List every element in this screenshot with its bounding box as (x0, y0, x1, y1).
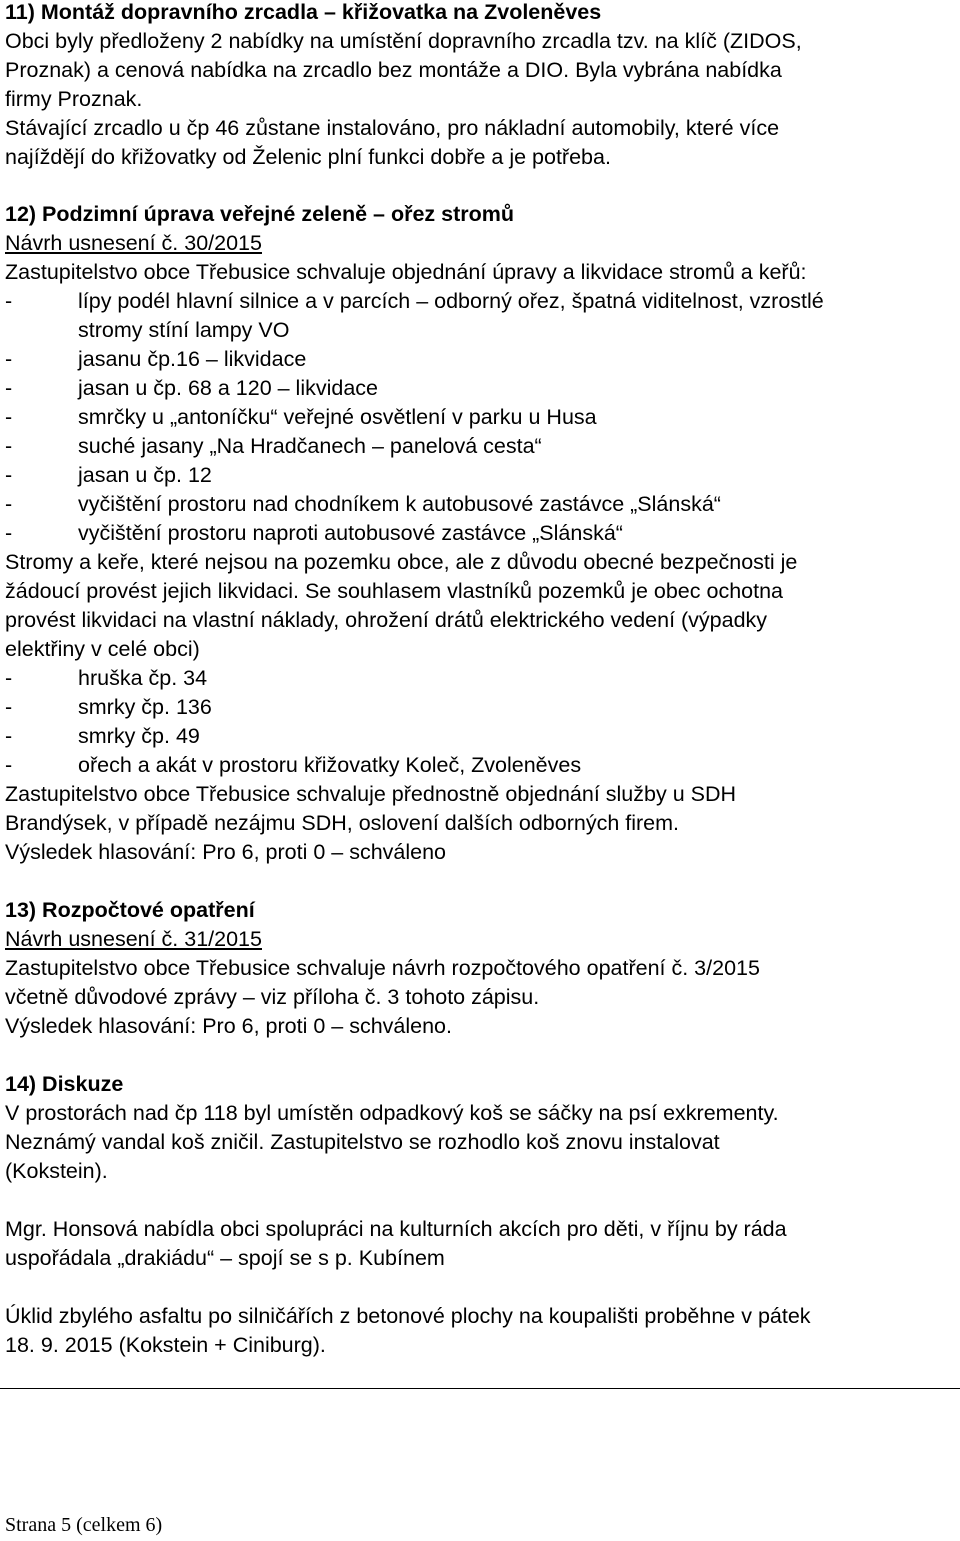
bullet-dash: - (5, 347, 13, 371)
list-item-text: hruška čp. 34 (78, 666, 208, 690)
bullet-dash: - (5, 695, 13, 719)
section-14-line: V prostorách nad čp 118 byl umístěn odpadkový koš se sáčky na psí exkrementy. (5, 1101, 779, 1125)
section-14-line: Úklid zbylého asfaltu po silničářích z betonové plochy na koupališti proběhne v pátek (5, 1304, 811, 1328)
section-12-closing-line: Zastupitelstvo obce Třebusice schvaluje přednostně objednání služby u SDH (5, 782, 737, 806)
section-12-vote-result: Výsledek hlasování: Pro 6, proti 0 – schváleno (5, 840, 447, 864)
section-13-vote-result: Výsledek hlasování: Pro 6, proti 0 – schváleno. (5, 1014, 452, 1038)
list-item-text: stromy stíní lampy VO (78, 318, 290, 342)
section-11-line: Obci byly předloženy 2 nabídky na umístění dopravního zrcadla tzv. na klíč (ZIDOS, (5, 29, 802, 53)
list-item-text: suché jasany „Na Hradčanech – panelová cesta“ (78, 434, 542, 458)
section-12-heading: 12) Podzimní úprava veřejné zeleně – ořez stromů (5, 202, 515, 226)
bullet-dash: - (5, 463, 13, 487)
list-item-text: smrky čp. 49 (78, 724, 200, 748)
bullet-dash: - (5, 434, 13, 458)
section-14-line: 18. 9. 2015 (Kokstein + Ciniburg). (5, 1333, 326, 1357)
section-11-line: Proznak) a cenová nabídka na zrcadlo bez montáže a DIO. Byla vybrána nabídka (5, 58, 782, 82)
section-12-resolution: Návrh usnesení č. 30/2015 (5, 231, 262, 255)
section-12-paragraph-line: Stromy a keře, které nejsou na pozemku obce, ale z důvodu obecné bezpečnosti je (5, 550, 798, 574)
bullet-dash: - (5, 405, 13, 429)
section-13-resolution: Návrh usnesení č. 31/2015 (5, 927, 262, 951)
section-13-line: Zastupitelstvo obce Třebusice schvaluje návrh rozpočtového opatření č. 3/2015 (5, 956, 760, 980)
section-12-paragraph-line: elektřiny v celé obci) (5, 637, 200, 661)
bullet-dash: - (5, 289, 13, 313)
list-item-text: vyčištění prostoru nad chodníkem k autobusové zastávce „Slánská“ (78, 492, 721, 516)
list-item-text: jasan u čp. 68 a 120 – likvidace (78, 376, 379, 400)
section-14-line: (Kokstein). (5, 1159, 108, 1183)
section-11-line: Stávající zrcadlo u čp 46 zůstane instalováno, pro nákladní automobily, které více (5, 116, 780, 140)
section-14-line: uspořádala „drakiádu“ – spojí se s p. Kubínem (5, 1246, 445, 1270)
section-14-line: Mgr. Honsová nabídla obci spolupráci na kulturních akcích pro děti, v říjnu by ráda (5, 1217, 787, 1241)
section-12-closing-line: Brandýsek, v případě nezájmu SDH, oslovení dalších odborných firem. (5, 811, 679, 835)
list-item-text: jasan u čp. 12 (78, 463, 212, 487)
bullet-dash: - (5, 376, 13, 400)
list-item-text: jasanu čp.16 – likvidace (78, 347, 307, 371)
section-11-line: najíždějí do křižovatky od Želenic plní funkci dobře a je potřeba. (5, 145, 611, 169)
bullet-dash: - (5, 666, 13, 690)
bullet-dash: - (5, 492, 13, 516)
page-footer: Strana 5 (celkem 6) (5, 1514, 163, 1536)
section-11-heading: 11) Montáž dopravního zrcadla – křižovatka na Zvoleněves (5, 0, 602, 24)
section-12-intro: Zastupitelstvo obce Třebusice schvaluje objednání úpravy a likvidace stromů a keřů: (5, 260, 807, 284)
bullet-dash: - (5, 724, 13, 748)
bullet-dash: - (5, 753, 13, 777)
section-14-line: Neznámý vandal koš zničil. Zastupitelstvo se rozhodlo koš znovu instalovat (5, 1130, 720, 1154)
list-item-text: vyčištění prostoru naproti autobusové zastávce „Slánská“ (78, 521, 623, 545)
list-item-text: smrky čp. 136 (78, 695, 212, 719)
section-14-heading: 14) Diskuze (5, 1072, 124, 1096)
section-13-line: včetně důvodové zprávy – viz příloha č. 3 tohoto zápisu. (5, 985, 540, 1009)
section-13-heading: 13) Rozpočtové opatření (5, 898, 255, 922)
list-item-text: smrčky u „antoníčku“ veřejné osvětlení v parku u Husa (78, 405, 597, 429)
list-item-text: lípy podél hlavní silnice a v parcích – odborný ořez, špatná viditelnost, vzrostlé (78, 289, 824, 313)
footer-divider (0, 1388, 960, 1389)
section-12-paragraph-line: žádoucí provést jejich likvidaci. Se souhlasem vlastníků pozemků je obec ochotna (5, 579, 783, 603)
section-11-line: firmy Proznak. (5, 87, 143, 111)
list-item-text: ořech a akát v prostoru křižovatky Koleč, Zvoleněves (78, 753, 582, 777)
bullet-dash: - (5, 521, 13, 545)
section-12-paragraph-line: provést likvidaci na vlastní náklady, ohrožení drátů elektrického vedení (výpadky (5, 608, 768, 632)
